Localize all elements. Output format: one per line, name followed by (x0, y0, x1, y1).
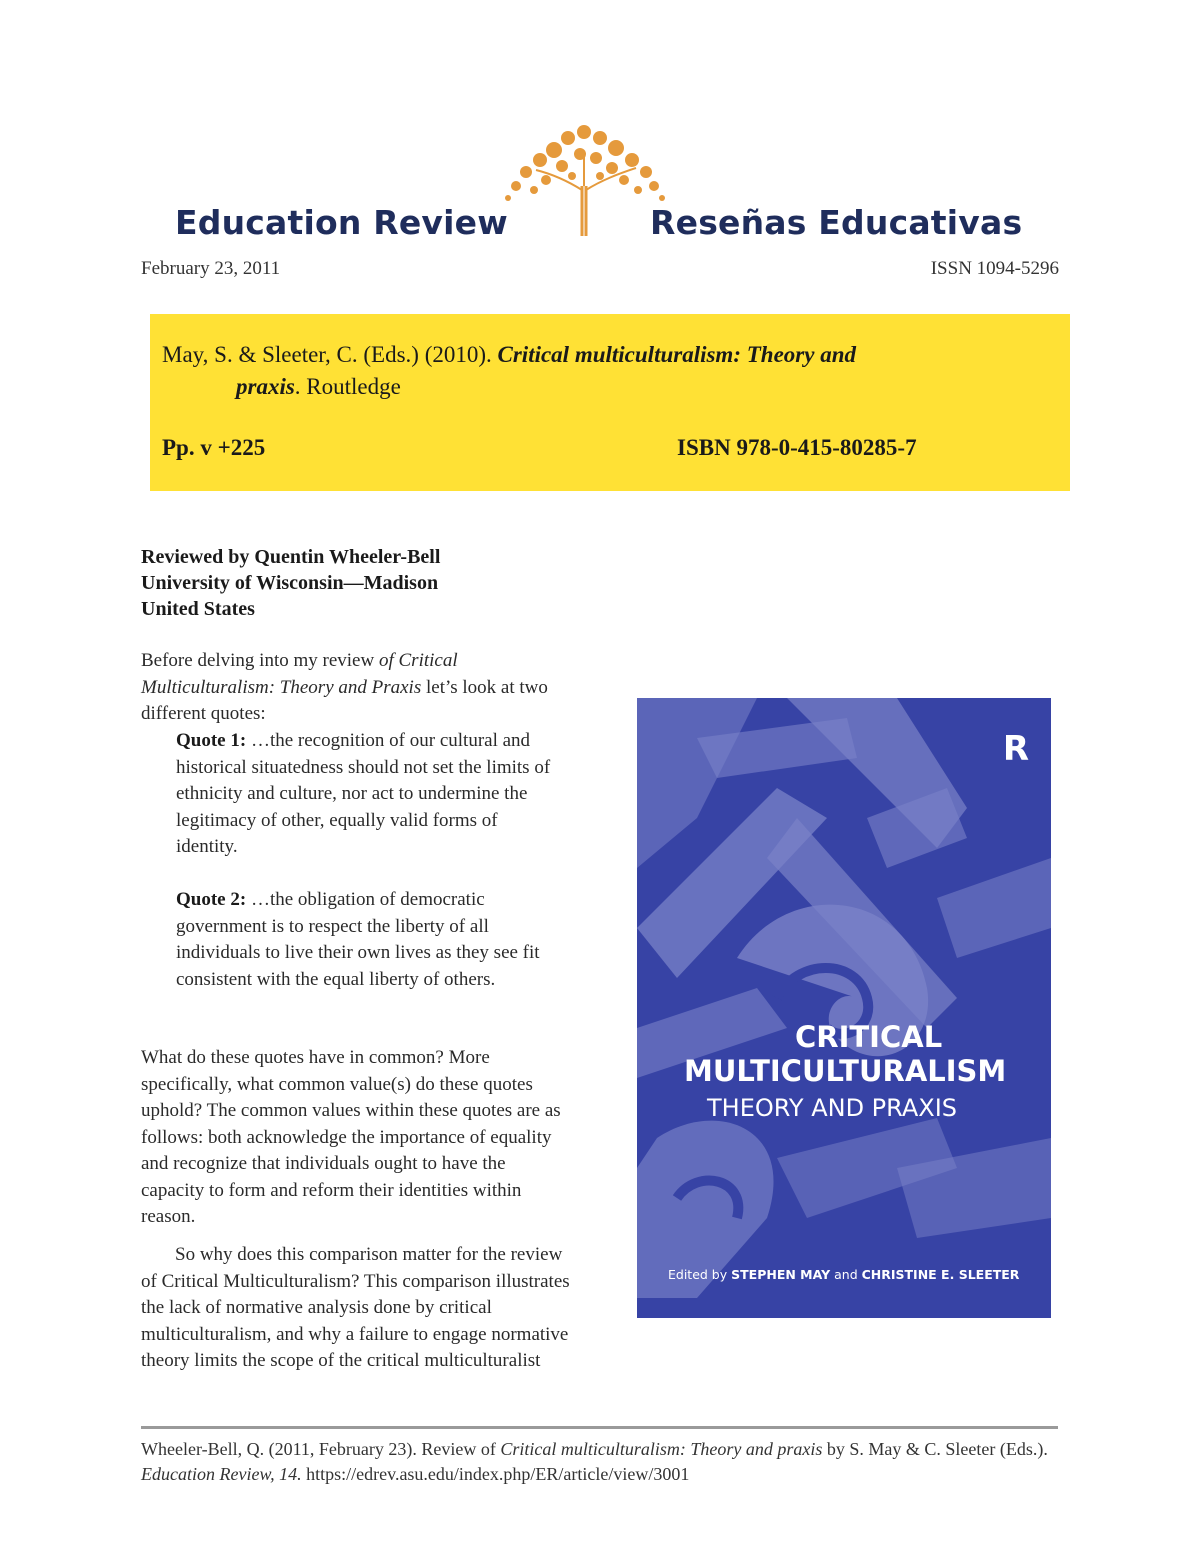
citation-authors: May, S. & Sleeter, C. (Eds.) (2010). (162, 342, 498, 367)
quote-2-label: Quote 2: (176, 889, 247, 910)
svg-text:R: R (1002, 729, 1030, 769)
quote-1-label: Quote 1: (176, 730, 247, 751)
page-count: Pp. v +225 (162, 435, 266, 460)
quote-2-text: …the obligation of democratic government is to respect the liberty of all individuals to live their own lives as they see fit consistent with the equal liberty of others. (176, 889, 540, 990)
body-paragraph-1: What do these quotes have in common? More specifically, what common value(s) do these quotes uphold? The common values within these quotes are as follows: both acknowledge the importance of equality and recognize that individuals ought to have the capacity to form and reform their identities within reason. (141, 1047, 561, 1227)
quote-1 (176, 728, 551, 861)
citation-line-2 (236, 374, 401, 400)
body-paragraph-2: So why does this comparison matter for the review of Critical Multiculturalism? This comparison illustrates the lack of normative analysis done by critical multiculturalism, and why a failure to engage normative theory limits the scope of the critical multiculturalist (141, 1244, 570, 1371)
quote-2 (176, 887, 551, 993)
citation-publisher: . Routledge (294, 374, 401, 399)
cover-title-line-2: MULTICULTURALISM (684, 1054, 1007, 1088)
masthead-title-spanish: Reseñas Educativas (650, 203, 1023, 242)
publication-date: February 23, 2011 (141, 258, 281, 279)
citation-title: Critical multiculturalism: Theory and (497, 342, 856, 367)
cover-artwork (637, 698, 1051, 1318)
routledge-r-icon (1001, 726, 1031, 772)
quote-1-text: …the recognition of our cultural and historical situatedness should not set the limits of ethnicity and culture, nor act to undermine the legitimacy of other, equally valid forms of identity. (176, 730, 551, 857)
reviewer-affiliation: University of Wisconsin—Madison (141, 572, 439, 594)
footer-citation-middle: by S. May & C. Sleeter (Eds.). (822, 1439, 1048, 1459)
intro-text-end: let’s look at two different quotes: (141, 676, 548, 724)
footer-citation (141, 1437, 1058, 1487)
footer-citation-title: Critical multiculturalism: Theory and praxis (500, 1439, 823, 1459)
footer-citation-start: Wheeler-Bell, Q. (2011, February 23). Review of (141, 1439, 501, 1459)
cover-editor-2: CHRISTINE E. SLEETER (861, 1267, 1020, 1282)
cover-editors-prefix: Edited by (668, 1267, 732, 1282)
intro-paragraph (141, 648, 571, 728)
intro-text: Before delving into my review (141, 650, 379, 671)
cover-editor-1: STEPHEN MAY (731, 1267, 831, 1282)
tree-logo-icon (496, 124, 672, 236)
citation-title-continued: praxis (236, 374, 295, 399)
citation-box (150, 314, 1070, 491)
isbn: ISBN 978-0-415-80285-7 (677, 435, 917, 460)
book-cover-image (637, 698, 1051, 1318)
cover-editors (668, 1267, 1019, 1282)
issn: ISSN 1094-5296 (930, 258, 1059, 279)
footer-journal: Education Review, 14. (141, 1464, 302, 1484)
reviewer-name: Reviewed by Quentin Wheeler-Bell (141, 546, 441, 568)
footer-article-link[interactable]: https://edrev.asu.edu/index.php/ER/article/view/3001 (301, 1464, 690, 1484)
reviewer-block (141, 544, 440, 622)
intro-book-title: of Critical Multiculturalism: Theory and Praxis (141, 650, 458, 698)
masthead-title-english: Education Review (175, 203, 508, 242)
cover-editors-and: and (830, 1267, 862, 1282)
footer-divider (141, 1426, 1058, 1429)
citation-line-1 (162, 342, 856, 368)
reviewer-country: United States (141, 598, 255, 620)
cover-title-line-1: CRITICAL (795, 1020, 943, 1054)
cover-subtitle: THEORY AND PRAXIS (707, 1094, 958, 1122)
